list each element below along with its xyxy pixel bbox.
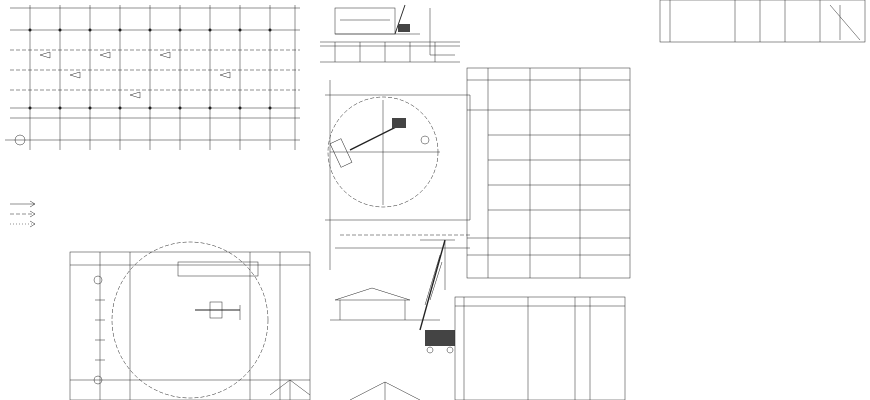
mtr-table: [455, 297, 625, 400]
legend: [10, 201, 35, 227]
slab-elevation: [330, 240, 455, 353]
crane-plan-radius: [325, 80, 470, 270]
slab-farm-plan: [70, 242, 310, 400]
top-right-table: [660, 0, 865, 42]
wall-panel-section: [320, 42, 460, 62]
crane-elevation-top: [335, 5, 455, 55]
wall-panel-plan: [5, 5, 300, 150]
column-sling: [270, 380, 310, 400]
quality-table: [467, 68, 630, 278]
farm-sling: [350, 382, 420, 400]
